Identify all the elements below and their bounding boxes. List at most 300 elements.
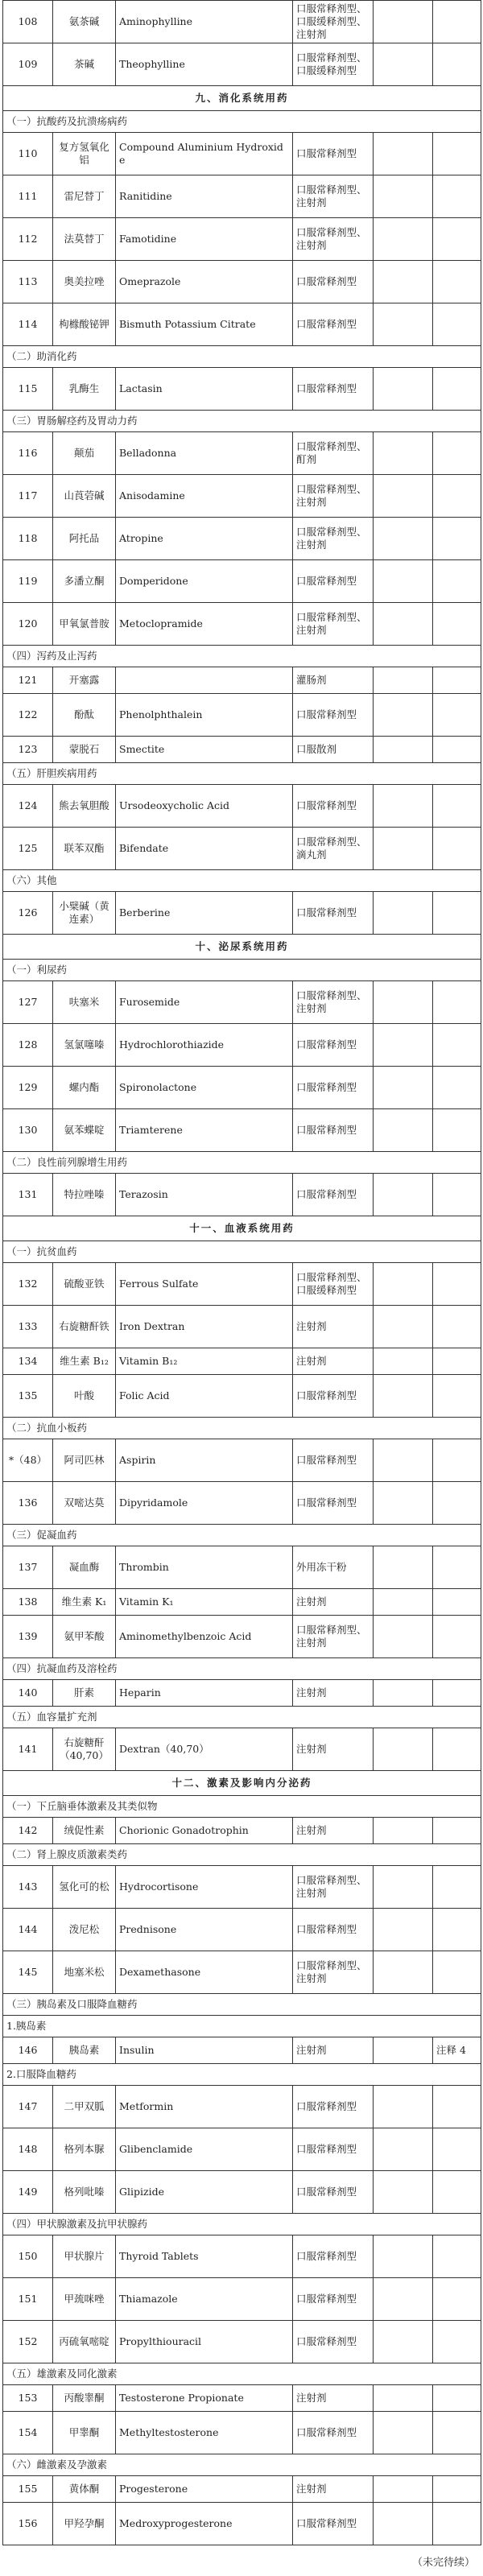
note-cell bbox=[433, 368, 481, 411]
note-cell bbox=[433, 1306, 481, 1348]
section-heading-row bbox=[3, 346, 481, 368]
drug-english-name-cell: Belladonna bbox=[116, 432, 293, 475]
section-heading: （一）利尿药 bbox=[3, 960, 481, 981]
drug-number-cell: 122 bbox=[3, 694, 53, 737]
section-heading-row bbox=[3, 2363, 481, 2385]
note-cell bbox=[433, 218, 481, 261]
drug-chinese-name-cell: 右旋糖酐铁 bbox=[53, 1306, 116, 1348]
section-heading: （五）血容量扩充剂 bbox=[3, 1707, 481, 1728]
drug-chinese-name-cell: 酚酞 bbox=[53, 694, 116, 737]
drug-row bbox=[3, 2235, 481, 2278]
drug-chinese-name-cell: 开塞露 bbox=[53, 667, 116, 694]
mark-cell bbox=[374, 2476, 433, 2503]
drug-number-cell: 108 bbox=[3, 1, 53, 43]
note-cell bbox=[433, 694, 481, 737]
drug-row bbox=[3, 133, 481, 175]
mark-cell bbox=[374, 218, 433, 261]
drug-chinese-name-cell: 泼尼松 bbox=[53, 1909, 116, 1951]
mark-cell bbox=[374, 175, 433, 218]
note-cell bbox=[433, 2278, 481, 2321]
drug-row bbox=[3, 518, 481, 560]
section-heading-row bbox=[3, 1658, 481, 1680]
drug-english-name-cell: Progesterone bbox=[116, 2476, 293, 2503]
note-cell bbox=[433, 667, 481, 694]
dosage-form-cell: 口服常释剂型、注射剂 bbox=[293, 518, 374, 560]
dosage-form-cell: 口服常释剂型、口服缓释剂型 bbox=[293, 1263, 374, 1306]
section-heading-row bbox=[3, 2016, 481, 2037]
drug-number-cell: 151 bbox=[3, 2278, 53, 2321]
dosage-form-cell: 口服常释剂型 bbox=[293, 1375, 374, 1418]
section-heading: （四）泻药及止泻药 bbox=[3, 646, 481, 667]
note-cell bbox=[433, 2503, 481, 2545]
mark-cell bbox=[374, 981, 433, 1024]
section-heading: （二）抗血小板药 bbox=[3, 1418, 481, 1439]
chapter-heading: 十、泌尿系统用药 bbox=[3, 935, 481, 960]
note-cell bbox=[433, 2385, 481, 2412]
mark-cell bbox=[374, 603, 433, 646]
mark-cell bbox=[374, 694, 433, 737]
drug-row bbox=[3, 785, 481, 828]
drug-english-name-cell: Lactasin bbox=[116, 368, 293, 411]
drug-english-name-cell: Glibenclamide bbox=[116, 2128, 293, 2171]
drug-english-name-cell: Compound Aluminium Hydroxide bbox=[116, 133, 293, 175]
drug-row bbox=[3, 432, 481, 475]
note-cell bbox=[433, 1951, 481, 1994]
drug-english-name-cell: Phenolphthalein bbox=[116, 694, 293, 737]
drug-chinese-name-cell: 联苯双酯 bbox=[53, 828, 116, 870]
drug-row bbox=[3, 1680, 481, 1707]
mark-cell bbox=[374, 2086, 433, 2128]
mark-cell bbox=[374, 1680, 433, 1707]
mark-cell bbox=[374, 2037, 433, 2064]
drug-row bbox=[3, 1439, 481, 1482]
section-heading: （五）雄激素及同化激素 bbox=[3, 2363, 481, 2385]
drug-number-cell: 129 bbox=[3, 1067, 53, 1109]
drug-row bbox=[3, 1348, 481, 1375]
drug-number-cell: 115 bbox=[3, 368, 53, 411]
drug-english-name-cell: Dipyridamole bbox=[116, 1482, 293, 1525]
drug-english-name-cell: Testosterone Propionate bbox=[116, 2385, 293, 2412]
drug-number-cell: 112 bbox=[3, 218, 53, 261]
dosage-form-cell: 注射剂 bbox=[293, 2037, 374, 2064]
drug-chinese-name-cell: 法莫替丁 bbox=[53, 218, 116, 261]
drug-row bbox=[3, 2476, 481, 2503]
drug-row bbox=[3, 1067, 481, 1109]
mark-cell bbox=[374, 1, 433, 43]
drug-chinese-name-cell: 呋塞米 bbox=[53, 981, 116, 1024]
chapter-heading-row bbox=[3, 86, 481, 111]
note-cell bbox=[433, 2235, 481, 2278]
drug-chinese-name-cell: 甲状腺片 bbox=[53, 2235, 116, 2278]
chapter-heading: 十一、血液系统用药 bbox=[3, 1216, 481, 1241]
drug-english-name-cell: Medroxyprogesterone bbox=[116, 2503, 293, 2545]
drug-number-cell: 123 bbox=[3, 737, 53, 763]
dosage-form-cell: 口服常释剂型 bbox=[293, 1439, 374, 1482]
note-cell bbox=[433, 1680, 481, 1707]
chapter-heading-row bbox=[3, 1771, 481, 1796]
drug-english-name-cell: Thiamazole bbox=[116, 2278, 293, 2321]
drug-row bbox=[3, 1589, 481, 1616]
mark-cell bbox=[374, 2128, 433, 2171]
drug-row bbox=[3, 261, 481, 303]
drug-english-name-cell: Terazosin bbox=[116, 1174, 293, 1216]
section-heading-row bbox=[3, 1844, 481, 1866]
mark-cell bbox=[374, 1866, 433, 1909]
drug-row bbox=[3, 694, 481, 737]
drug-number-cell: 144 bbox=[3, 1909, 53, 1951]
drug-number-cell: 126 bbox=[3, 892, 53, 935]
section-heading-row bbox=[3, 111, 481, 133]
drug-number-cell: 113 bbox=[3, 261, 53, 303]
mark-cell bbox=[374, 1546, 433, 1589]
drug-number-cell: *（48） bbox=[3, 1439, 53, 1482]
note-cell bbox=[433, 1375, 481, 1418]
dosage-form-cell: 口服常释剂型 bbox=[293, 2171, 374, 2214]
drug-chinese-name-cell: 双嘧达莫 bbox=[53, 1482, 116, 1525]
chapter-heading: 十二、激素及影响内分泌药 bbox=[3, 1771, 481, 1796]
drug-chinese-name-cell: 茶碱 bbox=[53, 43, 116, 86]
drug-english-name-cell: Chorionic Gonadotrophin bbox=[116, 1818, 293, 1844]
drug-chinese-name-cell: 熊去氧胆酸 bbox=[53, 785, 116, 828]
drug-chinese-name-cell: 丙硫氧嘧啶 bbox=[53, 2321, 116, 2363]
mark-cell bbox=[374, 1348, 433, 1375]
section-heading: （一）下丘脑垂体激素及其类似物 bbox=[3, 1796, 481, 1818]
section-heading: （三）胰岛素及口服降血糖药 bbox=[3, 1994, 481, 2016]
drug-row bbox=[3, 218, 481, 261]
drug-number-cell: 150 bbox=[3, 2235, 53, 2278]
drug-chinese-name-cell: 凝血酶 bbox=[53, 1546, 116, 1589]
drug-number-cell: 109 bbox=[3, 43, 53, 86]
section-heading: （六）雌激素及孕激素 bbox=[3, 2454, 481, 2476]
note-cell bbox=[433, 1866, 481, 1909]
drug-english-name-cell: Spironolactone bbox=[116, 1067, 293, 1109]
drug-chinese-name-cell: 枸橼酸铋钾 bbox=[53, 303, 116, 346]
drug-number-cell: 132 bbox=[3, 1263, 53, 1306]
drug-number-cell: 110 bbox=[3, 133, 53, 175]
section-heading-row bbox=[3, 2454, 481, 2476]
dosage-form-cell: 口服常释剂型 bbox=[293, 2321, 374, 2363]
mark-cell bbox=[374, 133, 433, 175]
note-cell bbox=[433, 1589, 481, 1616]
dosage-form-cell: 口服常释剂型 bbox=[293, 2235, 374, 2278]
drug-chinese-name-cell: 复方氢氧化铝 bbox=[53, 133, 116, 175]
drug-row bbox=[3, 303, 481, 346]
drug-row bbox=[3, 1109, 481, 1152]
drug-number-cell: 118 bbox=[3, 518, 53, 560]
drug-english-name-cell: Prednisone bbox=[116, 1909, 293, 1951]
drug-number-cell: 148 bbox=[3, 2128, 53, 2171]
mark-cell bbox=[374, 368, 433, 411]
mark-cell bbox=[374, 667, 433, 694]
drug-number-cell: 140 bbox=[3, 1680, 53, 1707]
drug-chinese-name-cell: 奥美拉唑 bbox=[53, 261, 116, 303]
drug-chinese-name-cell: 乳酶生 bbox=[53, 368, 116, 411]
drug-chinese-name-cell: 丙酸睾酮 bbox=[53, 2385, 116, 2412]
dosage-form-cell: 灌肠剂 bbox=[293, 667, 374, 694]
note-cell bbox=[433, 560, 481, 603]
section-heading: （二）助消化药 bbox=[3, 346, 481, 368]
drug-english-name-cell: Atropine bbox=[116, 518, 293, 560]
drug-chinese-name-cell: 维生素 B₁₂ bbox=[53, 1348, 116, 1375]
section-heading: （二）良性前列腺增生用药 bbox=[3, 1152, 481, 1174]
section-heading: 2.口服降血糖药 bbox=[3, 2064, 481, 2086]
dosage-form-cell: 口服常释剂型、注射剂 bbox=[293, 981, 374, 1024]
drug-english-name-cell: Smectite bbox=[116, 737, 293, 763]
drug-english-name-cell: Dextran（40,70） bbox=[116, 1728, 293, 1771]
mark-cell bbox=[374, 1109, 433, 1152]
chapter-heading-row bbox=[3, 1216, 481, 1241]
drug-english-name-cell: Omeprazole bbox=[116, 261, 293, 303]
dosage-form-cell: 口服常释剂型 bbox=[293, 694, 374, 737]
drug-number-cell: 147 bbox=[3, 2086, 53, 2128]
drug-english-name-cell: Propylthiouracil bbox=[116, 2321, 293, 2363]
drug-number-cell: 138 bbox=[3, 1589, 53, 1616]
drug-row bbox=[3, 1263, 481, 1306]
section-heading-row bbox=[3, 1707, 481, 1728]
note-cell bbox=[433, 133, 481, 175]
chapter-heading: 九、消化系统用药 bbox=[3, 86, 481, 111]
note-cell bbox=[433, 892, 481, 935]
dosage-form-cell: 口服常释剂型 bbox=[293, 2086, 374, 2128]
note-cell bbox=[433, 603, 481, 646]
dosage-form-cell: 口服常释剂型 bbox=[293, 368, 374, 411]
dosage-form-cell: 口服常释剂型 bbox=[293, 892, 374, 935]
drug-row bbox=[3, 1818, 481, 1844]
mark-cell bbox=[374, 2503, 433, 2545]
drug-row bbox=[3, 2503, 481, 2545]
mark-cell bbox=[374, 1728, 433, 1771]
mark-cell bbox=[374, 1306, 433, 1348]
dosage-form-cell: 口服常释剂型 bbox=[293, 2412, 374, 2454]
drug-number-cell: 133 bbox=[3, 1306, 53, 1348]
dosage-form-cell: 口服常释剂型 bbox=[293, 785, 374, 828]
drug-row bbox=[3, 603, 481, 646]
note-cell bbox=[433, 1439, 481, 1482]
section-heading-row bbox=[3, 1796, 481, 1818]
drug-chinese-name-cell: 氨茶碱 bbox=[53, 1, 116, 43]
section-heading-row bbox=[3, 646, 481, 667]
to-be-continued-note: （未完待续） bbox=[411, 2557, 475, 2569]
section-heading-row bbox=[3, 1994, 481, 2016]
drug-row bbox=[3, 1951, 481, 1994]
drug-chinese-name-cell: 山莨菪碱 bbox=[53, 475, 116, 518]
drug-chinese-name-cell: 甲氧氯普胺 bbox=[53, 603, 116, 646]
mark-cell bbox=[374, 1818, 433, 1844]
dosage-form-cell: 口服常释剂型、注射剂 bbox=[293, 603, 374, 646]
drug-english-name-cell: Bismuth Potassium Citrate bbox=[116, 303, 293, 346]
drug-english-name-cell: Aspirin bbox=[116, 1439, 293, 1482]
drug-english-name-cell: Iron Dextran bbox=[116, 1306, 293, 1348]
drug-row bbox=[3, 368, 481, 411]
mark-cell bbox=[374, 892, 433, 935]
note-cell bbox=[433, 2171, 481, 2214]
drug-number-cell: 152 bbox=[3, 2321, 53, 2363]
drug-chinese-name-cell: 氨苯蝶啶 bbox=[53, 1109, 116, 1152]
dosage-form-cell: 口服常释剂型 bbox=[293, 303, 374, 346]
section-heading-row bbox=[3, 1152, 481, 1174]
dosage-form-cell: 注射剂 bbox=[293, 1728, 374, 1771]
drug-english-name-cell: Berberine bbox=[116, 892, 293, 935]
drug-number-cell: 145 bbox=[3, 1951, 53, 1994]
note-cell bbox=[433, 981, 481, 1024]
dosage-form-cell: 口服常释剂型、注射剂 bbox=[293, 475, 374, 518]
drug-english-name-cell: Ursodeoxycholic Acid bbox=[116, 785, 293, 828]
drug-english-name-cell: Bifendate bbox=[116, 828, 293, 870]
note-cell bbox=[433, 1546, 481, 1589]
drug-english-name-cell: Folic Acid bbox=[116, 1375, 293, 1418]
dosage-form-cell: 口服常释剂型、滴丸剂 bbox=[293, 828, 374, 870]
drug-number-cell: 155 bbox=[3, 2476, 53, 2503]
drug-row bbox=[3, 667, 481, 694]
drug-row bbox=[3, 2171, 481, 2214]
drug-chinese-name-cell: 阿司匹林 bbox=[53, 1439, 116, 1482]
mark-cell bbox=[374, 1375, 433, 1418]
drug-chinese-name-cell: 小檗碱（黄连素） bbox=[53, 892, 116, 935]
drug-english-name-cell: Furosemide bbox=[116, 981, 293, 1024]
drug-row bbox=[3, 1546, 481, 1589]
dosage-form-cell: 口服常释剂型、口服缓释剂型、注射剂 bbox=[293, 1, 374, 43]
drug-english-name-cell: Famotidine bbox=[116, 218, 293, 261]
dosage-form-cell: 注射剂 bbox=[293, 1589, 374, 1616]
drug-chinese-name-cell: 肝素 bbox=[53, 1680, 116, 1707]
drug-number-cell: 156 bbox=[3, 2503, 53, 2545]
drug-english-name-cell: Theophylline bbox=[116, 43, 293, 86]
mark-cell bbox=[374, 2412, 433, 2454]
drug-chinese-name-cell: 甲羟孕酮 bbox=[53, 2503, 116, 2545]
dosage-form-cell: 注射剂 bbox=[293, 1306, 374, 1348]
drug-chinese-name-cell: 叶酸 bbox=[53, 1375, 116, 1418]
mark-cell bbox=[374, 1616, 433, 1658]
drug-english-name-cell: Ranitidine bbox=[116, 175, 293, 218]
drug-english-name-cell: Heparin bbox=[116, 1680, 293, 1707]
drug-english-name-cell: Aminomethylbenzoic Acid bbox=[116, 1616, 293, 1658]
note-cell bbox=[433, 1909, 481, 1951]
note-cell bbox=[433, 1, 481, 43]
mark-cell bbox=[374, 518, 433, 560]
note-cell bbox=[433, 43, 481, 86]
note-cell bbox=[433, 1728, 481, 1771]
note-cell bbox=[433, 303, 481, 346]
section-heading-row bbox=[3, 870, 481, 892]
drug-number-cell: 153 bbox=[3, 2385, 53, 2412]
note-cell bbox=[433, 1174, 481, 1216]
drug-english-name-cell: Thrombin bbox=[116, 1546, 293, 1589]
drug-row bbox=[3, 828, 481, 870]
drug-chinese-name-cell: 阿托品 bbox=[53, 518, 116, 560]
dosage-form-cell: 口服常释剂型 bbox=[293, 2503, 374, 2545]
note-cell bbox=[433, 1109, 481, 1152]
dosage-form-cell: 口服常释剂型、注射剂 bbox=[293, 1616, 374, 1658]
drug-english-name-cell: Thyroid Tablets bbox=[116, 2235, 293, 2278]
dosage-form-cell: 口服常释剂型 bbox=[293, 1909, 374, 1951]
dosage-form-cell: 口服常释剂型、注射剂 bbox=[293, 1866, 374, 1909]
mark-cell bbox=[374, 1951, 433, 1994]
drug-number-cell: 119 bbox=[3, 560, 53, 603]
note-cell bbox=[433, 1067, 481, 1109]
mark-cell bbox=[374, 475, 433, 518]
drug-number-cell: 134 bbox=[3, 1348, 53, 1375]
drug-chinese-name-cell: 氨甲苯酸 bbox=[53, 1616, 116, 1658]
note-cell bbox=[433, 432, 481, 475]
note-cell bbox=[433, 475, 481, 518]
drug-chinese-name-cell: 维生素 K₁ bbox=[53, 1589, 116, 1616]
dosage-form-cell: 注射剂 bbox=[293, 2385, 374, 2412]
mark-cell bbox=[374, 2171, 433, 2214]
section-heading: （一）抗酸药及抗溃疡病药 bbox=[3, 111, 481, 133]
drug-chinese-name-cell: 胰岛素 bbox=[53, 2037, 116, 2064]
section-heading: （四）甲状腺激素及抗甲状腺药 bbox=[3, 2214, 481, 2235]
note-cell bbox=[433, 175, 481, 218]
drug-row bbox=[3, 1306, 481, 1348]
mark-cell bbox=[374, 1589, 433, 1616]
dosage-form-cell: 注射剂 bbox=[293, 1680, 374, 1707]
section-heading: （三）胃肠解痉药及胃动力药 bbox=[3, 411, 481, 432]
drug-number-cell: 143 bbox=[3, 1866, 53, 1909]
note-cell bbox=[433, 1616, 481, 1658]
mark-cell bbox=[374, 1024, 433, 1067]
drug-number-cell: 139 bbox=[3, 1616, 53, 1658]
drug-english-name-cell: Vitamin B₁₂ bbox=[116, 1348, 293, 1375]
drug-row bbox=[3, 2278, 481, 2321]
dosage-form-cell: 口服散剂 bbox=[293, 737, 374, 763]
mark-cell bbox=[374, 785, 433, 828]
drug-chinese-name-cell: 多潘立酮 bbox=[53, 560, 116, 603]
drug-english-name-cell: Metformin bbox=[116, 2086, 293, 2128]
mark-cell bbox=[374, 2321, 433, 2363]
mark-cell bbox=[374, 432, 433, 475]
drug-row bbox=[3, 1, 481, 43]
drug-number-cell: 136 bbox=[3, 1482, 53, 1525]
mark-cell bbox=[374, 2235, 433, 2278]
dosage-form-cell: 注射剂 bbox=[293, 1818, 374, 1844]
section-heading-row bbox=[3, 2214, 481, 2235]
drug-english-name-cell: Insulin bbox=[116, 2037, 293, 2064]
drug-number-cell: 137 bbox=[3, 1546, 53, 1589]
drug-english-name-cell: Methyltestosterone bbox=[116, 2412, 293, 2454]
dosage-form-cell: 口服常释剂型 bbox=[293, 2128, 374, 2171]
drug-number-cell: 111 bbox=[3, 175, 53, 218]
mark-cell bbox=[374, 1174, 433, 1216]
note-cell bbox=[433, 2128, 481, 2171]
drug-english-name-cell: Anisodamine bbox=[116, 475, 293, 518]
note-cell bbox=[433, 1024, 481, 1067]
note-cell bbox=[433, 2412, 481, 2454]
drug-number-cell: 116 bbox=[3, 432, 53, 475]
dosage-form-cell: 口服常释剂型 bbox=[293, 261, 374, 303]
drug-number-cell: 141 bbox=[3, 1728, 53, 1771]
drug-row bbox=[3, 1174, 481, 1216]
drug-row bbox=[3, 1616, 481, 1658]
drug-number-cell: 135 bbox=[3, 1375, 53, 1418]
dosage-form-cell: 注射剂 bbox=[293, 2476, 374, 2503]
section-heading: （六）其他 bbox=[3, 870, 481, 892]
mark-cell bbox=[374, 1067, 433, 1109]
drug-row bbox=[3, 2128, 481, 2171]
drug-number-cell: 130 bbox=[3, 1109, 53, 1152]
drug-chinese-name-cell: 黄体酮 bbox=[53, 2476, 116, 2503]
note-cell bbox=[433, 1818, 481, 1844]
mark-cell bbox=[374, 43, 433, 86]
drug-row bbox=[3, 2086, 481, 2128]
dosage-form-cell: 口服常释剂型 bbox=[293, 2278, 374, 2321]
section-heading-row bbox=[3, 1525, 481, 1546]
drug-chinese-name-cell: 右旋糖酐（40,70） bbox=[53, 1728, 116, 1771]
section-heading: （四）抗凝血药及溶栓药 bbox=[3, 1658, 481, 1680]
note-cell bbox=[433, 1263, 481, 1306]
section-heading: 1.胰岛素 bbox=[3, 2016, 481, 2037]
drug-english-name-cell: Metoclopramide bbox=[116, 603, 293, 646]
dosage-form-cell: 口服常释剂型 bbox=[293, 1024, 374, 1067]
